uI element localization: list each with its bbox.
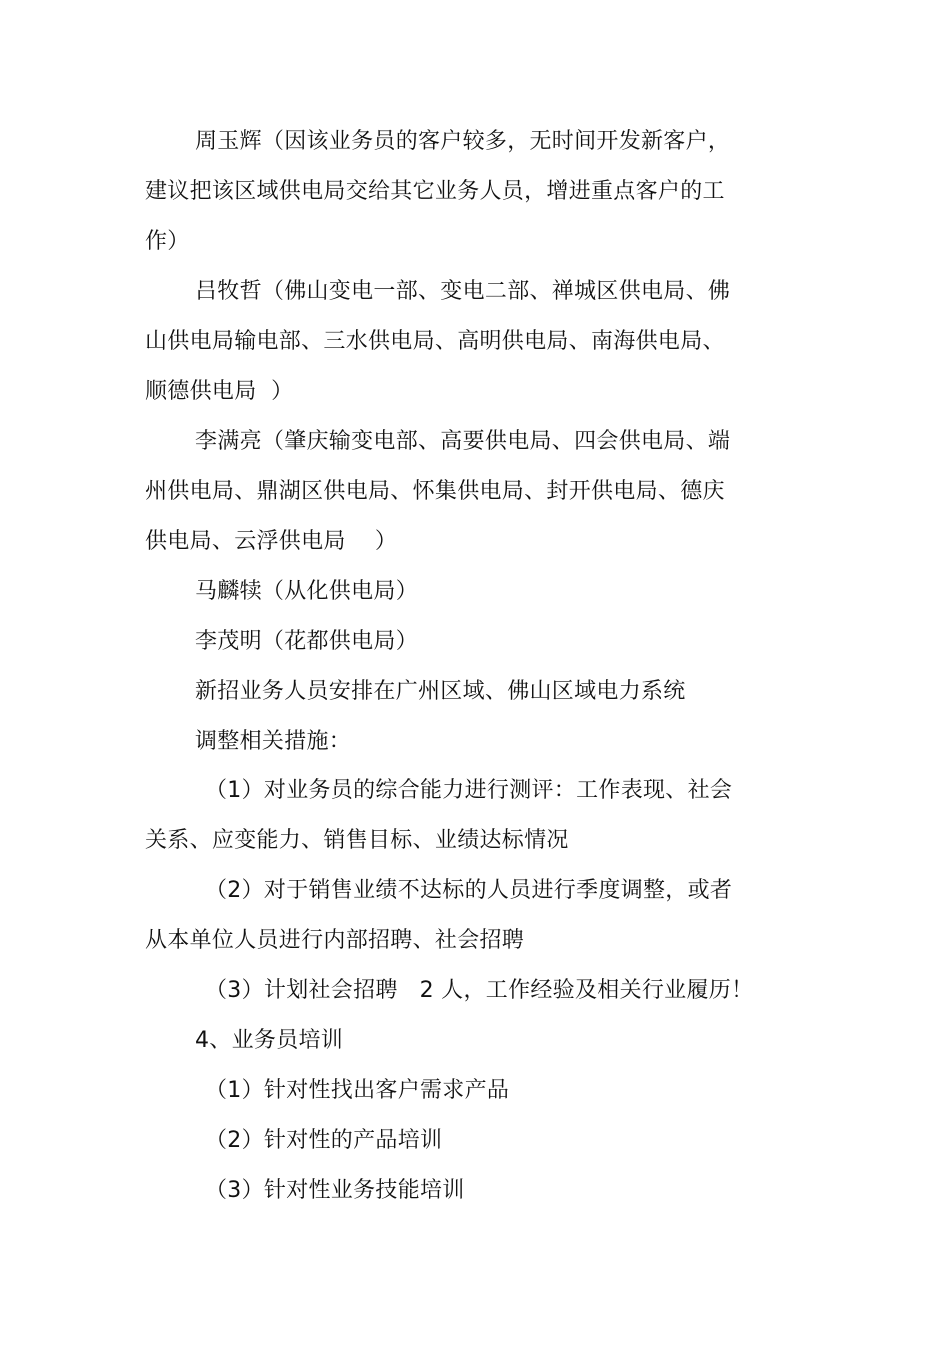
section-heading: 4、业务员培训 — [195, 1028, 344, 1053]
list-item: （1）针对性找出客户需求产品 — [205, 1078, 510, 1103]
paragraph-line: 吕牧哲（佛山变电一部、变电二部、禅城区供电局、佛 — [195, 279, 731, 304]
paragraph-line: 周玉辉（因该业务员的客户较多，无时间开发新客户， — [195, 129, 731, 154]
paragraph-line: 调整相关措施： — [195, 729, 352, 754]
paragraph-line: 州供电局、鼎湖区供电局、怀集供电局、封开供电局、德庆 — [145, 479, 725, 504]
paragraph-line: 建议把该区域供电局交给其它业务人员，增进重点客户的工 — [145, 179, 725, 204]
list-item: （2）针对性的产品培训 — [205, 1128, 443, 1153]
paragraph-line: 作） — [145, 229, 190, 254]
paragraph-line: 供电局、云浮供电局 ） — [145, 529, 398, 554]
paragraph-line: 李满亮（肇庆输变电部、高要供电局、四会供电局、端 — [195, 429, 731, 454]
paragraph-line: 李茂明（花都供电局） — [195, 629, 419, 654]
paragraph-line: 关系、应变能力、销售目标、业绩达标情况 — [145, 828, 569, 853]
paragraph-line: 从本单位人员进行内部招聘、社会招聘 — [145, 928, 525, 953]
paragraph-line: 山供电局输电部、三水供电局、高明供电局、南海供电局、 — [145, 329, 725, 354]
paragraph-line: 新招业务人员安排在广州区域、佛山区域电力系统 — [195, 679, 686, 704]
paragraph-line: 顺德供电局 ） — [145, 379, 294, 404]
paragraph-line: （1）对业务员的综合能力进行测评：工作表现、社会 — [205, 778, 733, 803]
paragraph-line: （3）计划社会招聘 2 人，工作经验及相关行业履历！ — [205, 978, 754, 1003]
paragraph-line: 马麟犊（从化供电局） — [195, 579, 419, 604]
list-item: （3）针对性业务技能培训 — [205, 1178, 465, 1203]
paragraph-line: （2）对于销售业绩不达标的人员进行季度调整，或者 — [205, 878, 733, 903]
